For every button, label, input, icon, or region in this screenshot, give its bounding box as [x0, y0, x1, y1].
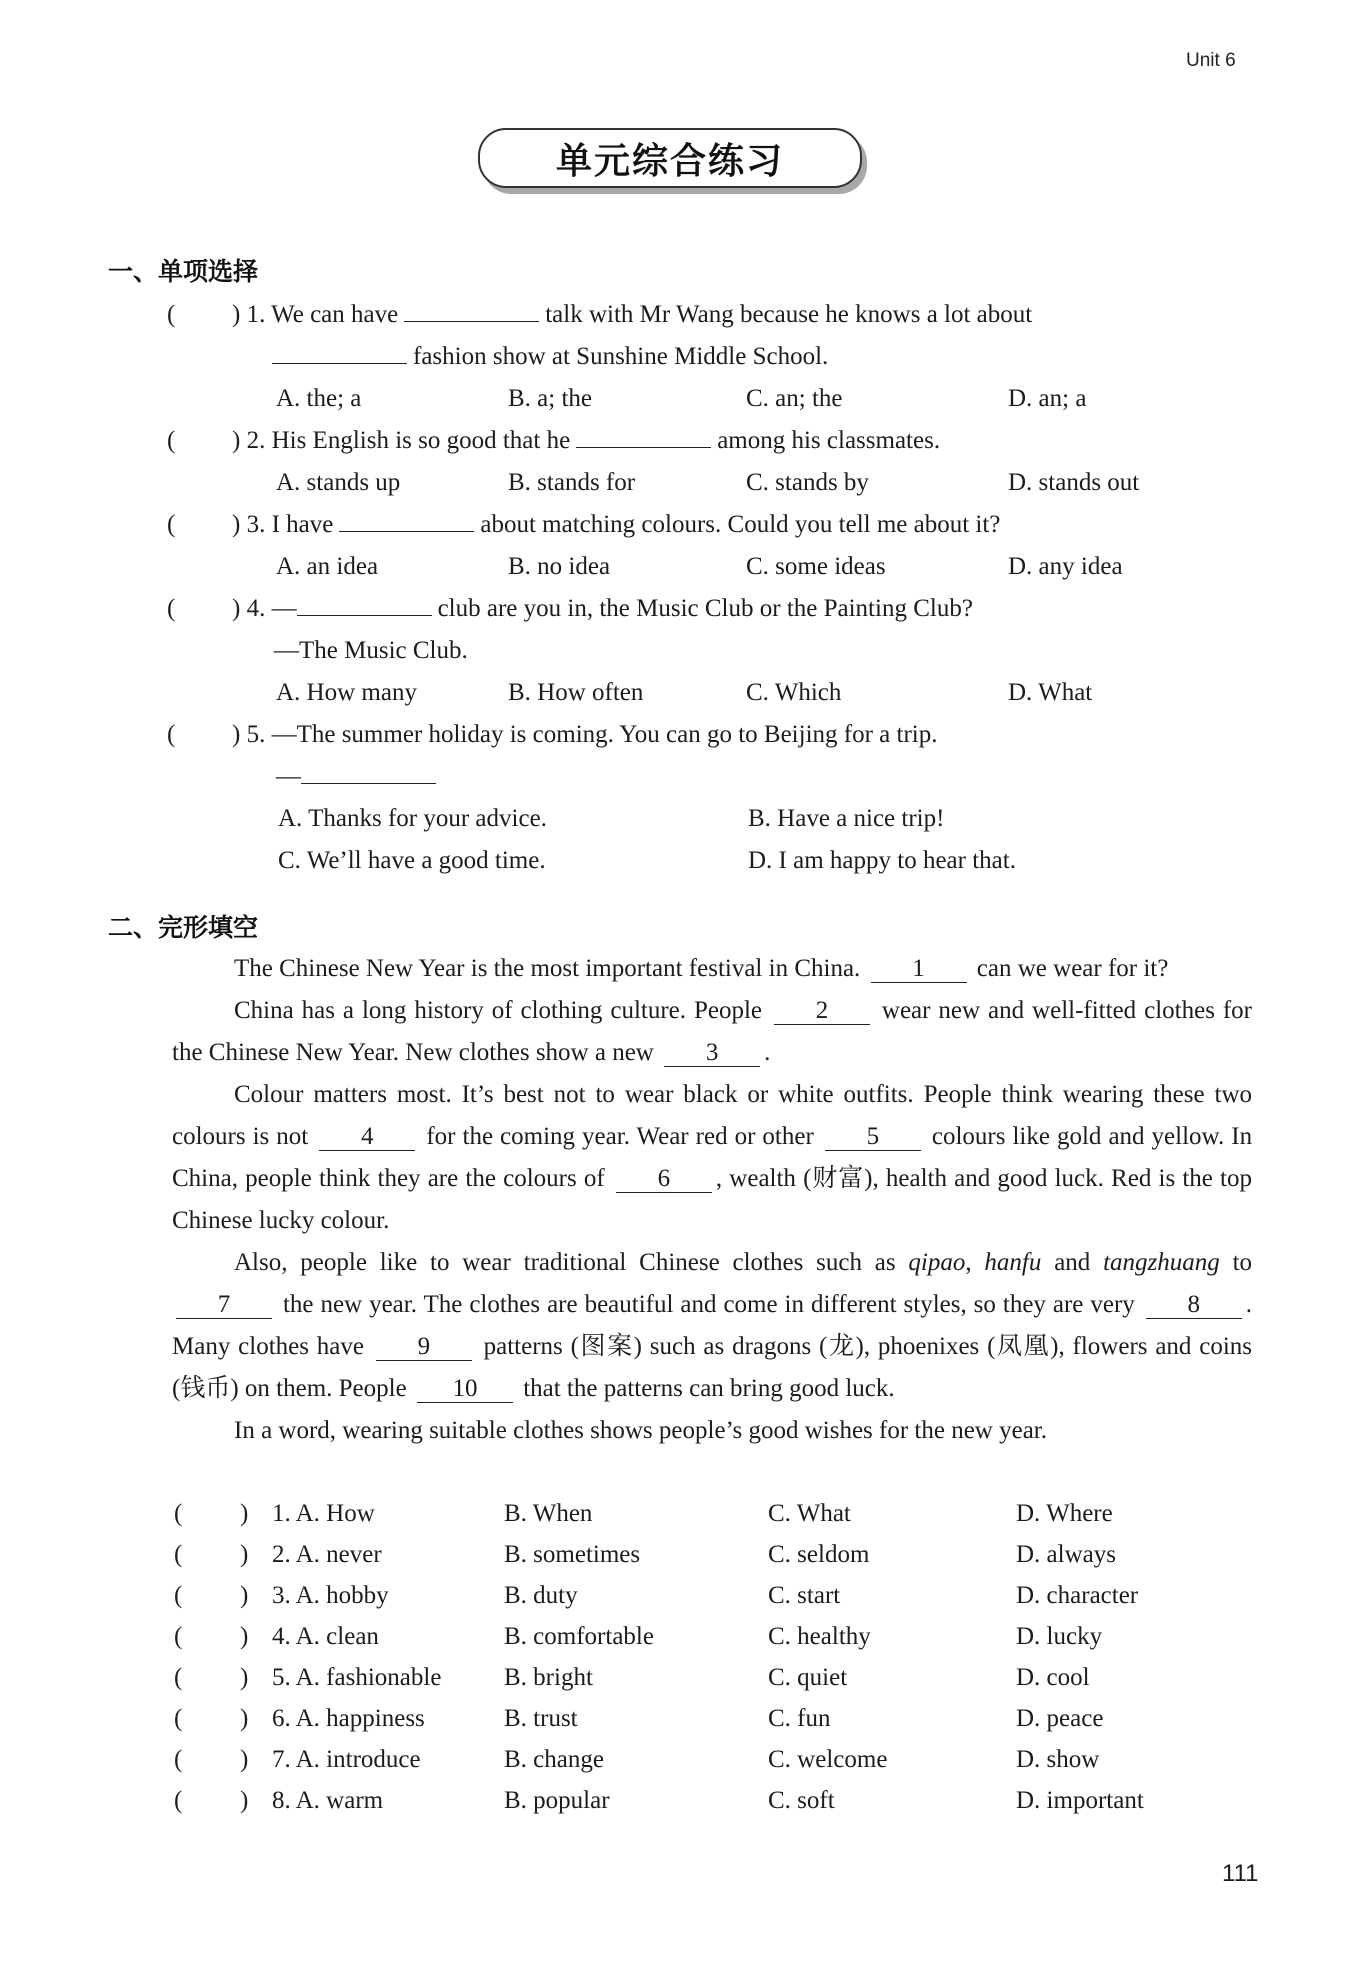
section-heading-single-choice: 一、单项选择 [108, 257, 259, 286]
cloze-paragraph-3: Colour matters most. It’s best not to wear black or white outfits. People think wearing these two colours is not 4 for the coming year. Wear red or other 5 colours like gold and yellow. In China, people think they are the colours of 6 , wealth (财富), health and good luck. Red is the top Chinese lucky colour. [172, 1081, 1253, 1234]
question-3-line [0, 507, 1350, 543]
answer-paren-open: ( [167, 511, 176, 538]
option-b: B. Have a nice trip! [748, 805, 945, 832]
question-4-answer-line: —The Music Club. [274, 637, 468, 664]
option-c: C. an; the [746, 385, 843, 412]
option-b: B. a; the [508, 385, 593, 412]
cloze-option-row-1: ( ) 1. A. How B. When C. What D. Where [174, 1500, 1113, 1527]
cloze-blank-9: 9 [376, 1334, 472, 1361]
option-a: A. the; a [276, 385, 362, 412]
cloze-blank-2: 2 [774, 998, 870, 1025]
option-a: A. an idea [276, 553, 379, 580]
option-d: D. What [1008, 679, 1093, 706]
answer-blank [301, 761, 436, 784]
question-2-options [0, 465, 1350, 501]
question-1-text: ) 1. We can have talk with Mr Wang because he knows a lot about [232, 301, 1033, 328]
question-5-text: ) 5. —The summer holiday is coming. You can go to Beijing for a trip. [232, 721, 938, 748]
question-5-response-line: — [0, 759, 1350, 795]
question-3-options [0, 549, 1350, 585]
question-5-line [0, 717, 1350, 753]
question-3-text: ) 3. I have about matching colours. Could you tell me about it? [232, 511, 1001, 538]
section-heading-cloze: 二、完形填空 [108, 913, 259, 942]
cloze-option-row-8: ( ) 8. A. warm B. popular C. soft D. important [174, 1787, 1144, 1814]
option-b: B. no idea [508, 553, 611, 580]
cloze-option-row-6: ( ) 6. A. happiness B. trust C. fun D. peace [174, 1705, 1104, 1732]
cloze-blank-4: 4 [319, 1124, 415, 1151]
question-5-options-row-1 [0, 801, 1350, 837]
answer-paren-open: ( [167, 595, 176, 622]
option-b: B. How often [508, 679, 644, 706]
cloze-paragraph-2: China has a long history of clothing culture. People 2 wear new and well-fitted clothes for the Chinese New Year. New clothes show a new 3 . [172, 997, 1253, 1066]
answer-paren-open: ( [167, 721, 176, 748]
cloze-blank-7: 7 [176, 1292, 272, 1319]
option-c: C. Which [746, 679, 842, 706]
option-b: B. stands for [508, 469, 636, 496]
question-2-line [0, 423, 1350, 459]
answer-paren-open: ( [167, 427, 176, 454]
cloze-blank-6: 6 [616, 1166, 712, 1193]
answer-blank [404, 299, 539, 322]
cloze-blank-5: 5 [825, 1124, 921, 1151]
option-d: D. I am happy to hear that. [748, 847, 1016, 874]
page-number: 111 [1222, 1860, 1259, 1887]
option-d: D. an; a [1008, 385, 1087, 412]
cloze-paragraph-1: The Chinese New Year is the most important festival in China. 1 can we wear for it? [234, 955, 1169, 982]
cloze-blank-10: 10 [417, 1376, 513, 1403]
option-d: D. any idea [1008, 553, 1123, 580]
option-a: A. How many [276, 679, 417, 706]
question-4-options [0, 675, 1350, 711]
question-1-line-2: fashion show at Sunshine Middle School. [0, 339, 1350, 375]
question-1-line-1 [0, 297, 1350, 333]
question-1-options [0, 381, 1350, 417]
unit-label: Unit 6 [1186, 50, 1236, 71]
page-title: 单元综合练习 [478, 128, 862, 188]
option-a: A. Thanks for your advice. [278, 805, 547, 832]
option-c: C. some ideas [746, 553, 886, 580]
question-5-options-row-2 [0, 843, 1350, 879]
option-c: C. stands by [746, 469, 869, 496]
option-c: C. We’ll have a good time. [278, 847, 546, 874]
answer-paren-open: ( [167, 301, 176, 328]
cloze-paragraph-4: Also, people like to wear traditional Chinese clothes such as qipao, hanfu and tangzhuang to 7 the new year. The clothes are beautiful and come in different styles, so they are very 8 . Many clothes have 9 patterns (图案) such as dragons (龙), phoenixes (凤凰), flowers and coins (钱币) on them. People 10 that the patterns can bring good luck. [172, 1249, 1253, 1402]
cloze-option-row-7: ( ) 7. A. introduce B. change C. welcome D. show [174, 1746, 1100, 1773]
answer-blank [339, 509, 474, 532]
cloze-blank-3: 3 [664, 1040, 760, 1067]
question-2-text: ) 2. His English is so good that he among his classmates. [232, 427, 941, 454]
cloze-blank-8: 8 [1146, 1292, 1242, 1319]
cloze-blank-1: 1 [871, 956, 967, 983]
cloze-passage [172, 948, 1252, 1452]
question-4-text: ) 4. — club are you in, the Music Club or the Painting Club? [232, 595, 973, 622]
answer-blank [272, 341, 407, 364]
answer-blank [576, 425, 711, 448]
answer-blank [297, 593, 432, 616]
option-a: A. stands up [276, 469, 401, 496]
cloze-paragraph-5: In a word, wearing suitable clothes shows people’s good wishes for the new year. [234, 1417, 1048, 1444]
cloze-option-row-2: ( ) 2. A. never B. sometimes C. seldom D. always [174, 1541, 1116, 1568]
option-d: D. stands out [1008, 469, 1140, 496]
cloze-option-row-5: ( ) 5. A. fashionable B. bright C. quiet D. cool [174, 1664, 1090, 1691]
question-4-line [0, 591, 1350, 627]
cloze-option-row-4: ( ) 4. A. clean B. comfortable C. healthy D. lucky [174, 1623, 1103, 1650]
cloze-option-row-3: ( ) 3. A. hobby B. duty C. start D. character [174, 1582, 1139, 1609]
